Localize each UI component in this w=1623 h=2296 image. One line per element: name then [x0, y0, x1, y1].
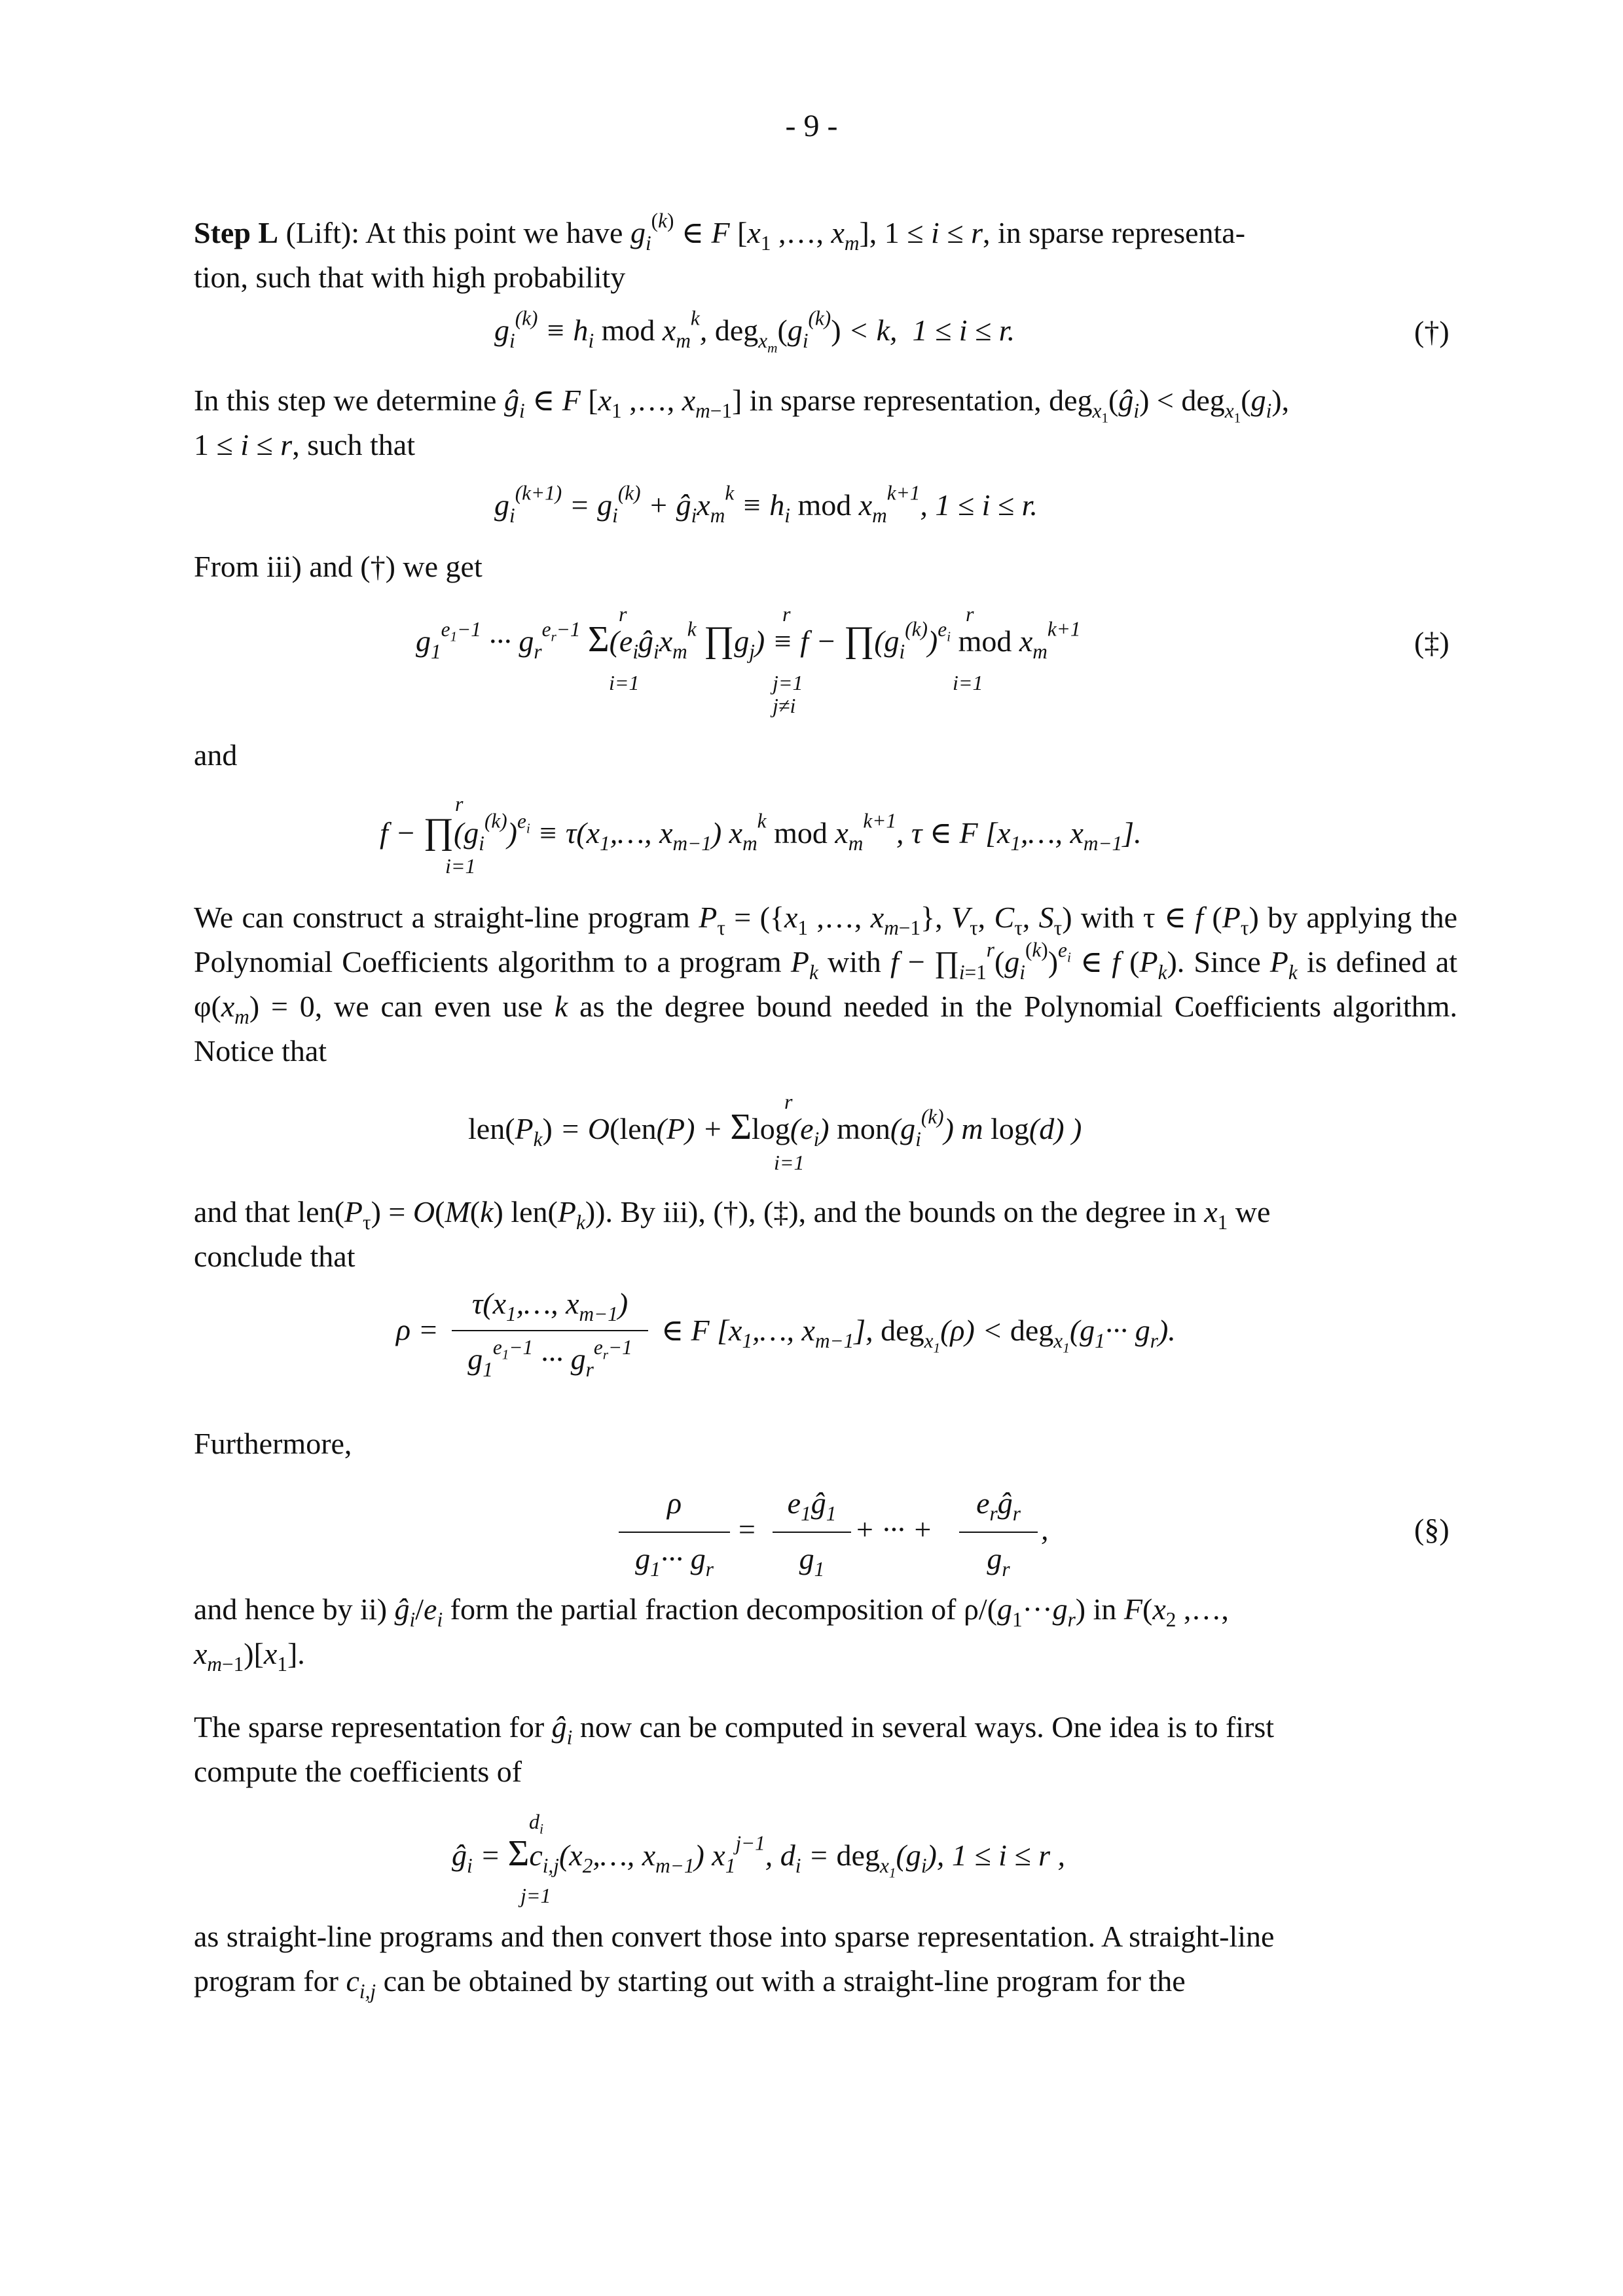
text: form the partial fraction decomposition of — [450, 1592, 957, 1626]
text: mod — [797, 488, 852, 522]
equation-lift: $g_i^{(k+1)} = g_i^{(k)}$ + $ĝ_ix_m^k \equiv h_i$ mod $x_m^{k+1}$, 1 ≤ i ≤ r. — [494, 481, 1038, 527]
text: By iii), (†), (‡), and the bounds on the degree in — [620, 1195, 1197, 1229]
text: we can even use — [334, 990, 543, 1023]
equation-rho: ρ = — [396, 1313, 439, 1346]
text: conclude that — [194, 1240, 356, 1273]
fraction-bar — [773, 1532, 851, 1533]
text: mod — [601, 314, 655, 347]
text: program for — [194, 1964, 338, 1998]
text: with — [1080, 901, 1135, 934]
paragraph-conclude: and that $len(P_\tau) = O(M(k)$ $len(P_k)$). By iii), (†), (‡), and the bounds on the degree in $x_1$ we conclude that — [194, 1195, 1271, 1273]
text: We can construct a straight-line program — [194, 901, 690, 934]
equation-label-ddagger: (‡) — [1414, 626, 1450, 659]
text: log — [752, 1112, 790, 1145]
paragraph-from-iii — [194, 545, 1457, 589]
page-number: - 9 - — [785, 109, 838, 143]
equation-label-dagger: (†) — [1414, 315, 1450, 348]
text: mon — [837, 1112, 890, 1145]
text: deg — [881, 1314, 924, 1347]
paragraph-furthermore — [194, 1422, 1457, 1466]
text: mod — [774, 816, 828, 850]
paragraph-hence: and hence by ii) $ĝ_i/e_i$ form the partial fraction decomposition of $\rho/(g_1\cdot\cdot\cdot g_r)$ in $F(x_2$ ,…, $x_{m-1})[x_1]$. — [194, 1592, 1229, 1676]
step-subtitle: (Lift): — [285, 216, 359, 249]
text: len — [468, 1112, 505, 1145]
plus-dots: + ··· + — [854, 1513, 933, 1546]
text: The sparse representation for — [194, 1710, 545, 1744]
step-title: Step L — [194, 216, 279, 249]
frac-r-den: $g_r$ — [987, 1542, 1010, 1581]
text: and that — [194, 1195, 290, 1229]
fraction-bar — [959, 1532, 1038, 1533]
paragraph-sparse: The sparse representation for $ĝ_i$ now can be computed in several ways. One idea is to first compute the coefficients of — [194, 1710, 1275, 1788]
paragraph-determine: In this step we determine $ĝ_i$ ∈ F [$x_1$ ,…, $x_{m-1}$] in sparse representation, $deg_{x_1}(ĝ_i) < deg_{x_1}(g_i)$, 1 ≤ i ≤ r, such that — [194, 384, 1290, 461]
equation-len: $len(P_k) = O(len(P) + \Sigma\log(e_i)$ $mon(g_i^{(k)})$ m log(d) ) — [468, 1105, 1082, 1151]
text: Since — [1194, 945, 1261, 978]
text: From iii) and (†) we get — [194, 550, 483, 583]
equation-rho-rhs: ∈ F [$x_1,\dots$, $x_{m-1}$], $deg_{x_1}(\rho) < deg_{x_1}(g_1\cdot\cdot\cdot g_r)$. — [661, 1314, 1176, 1356]
paragraph-straight-line: as straight-line programs and then convert those into sparse representation. A straight-line program for $c_{i,j}$ can be obtained by starting out with a straight-line program for the — [194, 1920, 1275, 2003]
text: the Polynomial Coefficients algorithm. Notice that — [194, 990, 1458, 1067]
text: in sparse representa- — [997, 216, 1246, 249]
text: deg — [714, 314, 759, 347]
paragraph-construct: We can construct a straight-line program $P_\tau = (\{x_1$ ,…, $x_{m-1}$}, $V_\tau$, $C_\tau$, $S_\tau$) with τ ∈ f $(P_\tau)$ by applying the Polynomial Coefficients algorithm to a program $P_k$ with $f - \prod_{i=1}^r(g_i^{(k)})^{e_i}$ ∈ f $(P_k)$. Since $P_k$ is defined at $\varphi(x_m) = 0$, we can even use k as the degree bound needed in the Polynomial Coefficients algorithm. Notice that — [194, 901, 1458, 1067]
paragraph-step-l: Step L (Lift): At this point we have $g_i^{(k)}$ ∈ F [$x_1$ ,…, $x_m$], 1 ≤ i ≤ r, in sparse representa- tion, such that with high probability — [194, 209, 1246, 294]
text: and hence by ii) — [194, 1592, 388, 1626]
text: such that — [307, 428, 415, 461]
text: tion, such that with high probability — [194, 260, 626, 294]
text: can be obtained by starting out with a straight-line program for the — [383, 1964, 1186, 1998]
fraction-bar — [452, 1330, 648, 1331]
fraction-bar — [619, 1532, 730, 1533]
text: now can be computed in several ways. One idea is to first — [579, 1710, 1275, 1744]
equation-label-section: (§) — [1414, 1513, 1450, 1546]
equation-tau: $f - \prod(g_i^{(k)})^{e_i}$ ≡ $\tau(x_1,\dots$, $x_{m-1}$) $x_m^k$ mod $x_m^{k+1}$, τ ∈ F [$x_1,\dots$, $x_{m-1}$]. — [380, 809, 1142, 855]
equation-dagger: $g_i^{(k)} \equiv h_i$ mod $x_m^k$, $deg_{x_m}(g_i^{(k)}) < k$, 1 ≤ i ≤ r. — [494, 306, 1015, 356]
text: deg — [836, 1839, 880, 1872]
rho-denominator: $g_1^{e_1-1}$ ··· $g_r^{e_r-1}$ — [467, 1335, 632, 1381]
text: we — [1235, 1195, 1271, 1229]
text: compute the coefficients of — [194, 1755, 522, 1788]
text: mod — [958, 624, 1012, 658]
text: At this point we have — [365, 216, 623, 249]
text: is defined at — [1306, 945, 1458, 978]
paragraph-and — [194, 733, 1457, 778]
text: and — [194, 738, 238, 772]
frac-rho-num: ρ — [666, 1486, 682, 1520]
text: in — [1093, 1592, 1117, 1626]
comma: , — [1041, 1513, 1049, 1546]
text: by applying the Polynomial Coefficients algorithm to a program — [194, 901, 1457, 978]
text: Furthermore, — [194, 1427, 352, 1460]
frac-1-den: $g_1$ — [799, 1542, 825, 1581]
equals: = — [737, 1513, 757, 1546]
rho-numerator: $\tau(x_1,\dots$, $x_{m-1}$) — [471, 1287, 629, 1325]
text: as straight-line programs and then convert those into sparse representation. A straight-line — [194, 1920, 1275, 1953]
text: as the degree bound needed in — [579, 990, 964, 1023]
text: in sparse representation, — [749, 384, 1042, 417]
frac-1-num: $e_1ĝ_1$ — [787, 1486, 837, 1525]
equation-g-hat: $ĝ_i$ = $\Sigma c_{i,j}(x_2,\dots$, $x_{m-1}$) $x_1^{j-1}$, $d_i = deg_{x_1}(g_i)$, 1 ≤ i ≤ r , — [452, 1831, 1065, 1881]
text: In this step we determine — [194, 384, 497, 417]
frac-rho-den: $g_1\cdot\cdot\cdot g_r$ — [635, 1542, 714, 1581]
frac-r-num: $e_rĝ_r$ — [976, 1486, 1021, 1525]
equation-ddagger: $g_1^{e_1-1}$ ··· $g_r^{e_r-1}$ $\Sigma(e_iĝ_ix_m^k$ $\prod g_j) \equiv f$ − $\prod(g_i^{(k)})^{e_i}$ mod $x_m^{k+1}$ — [416, 617, 1081, 663]
